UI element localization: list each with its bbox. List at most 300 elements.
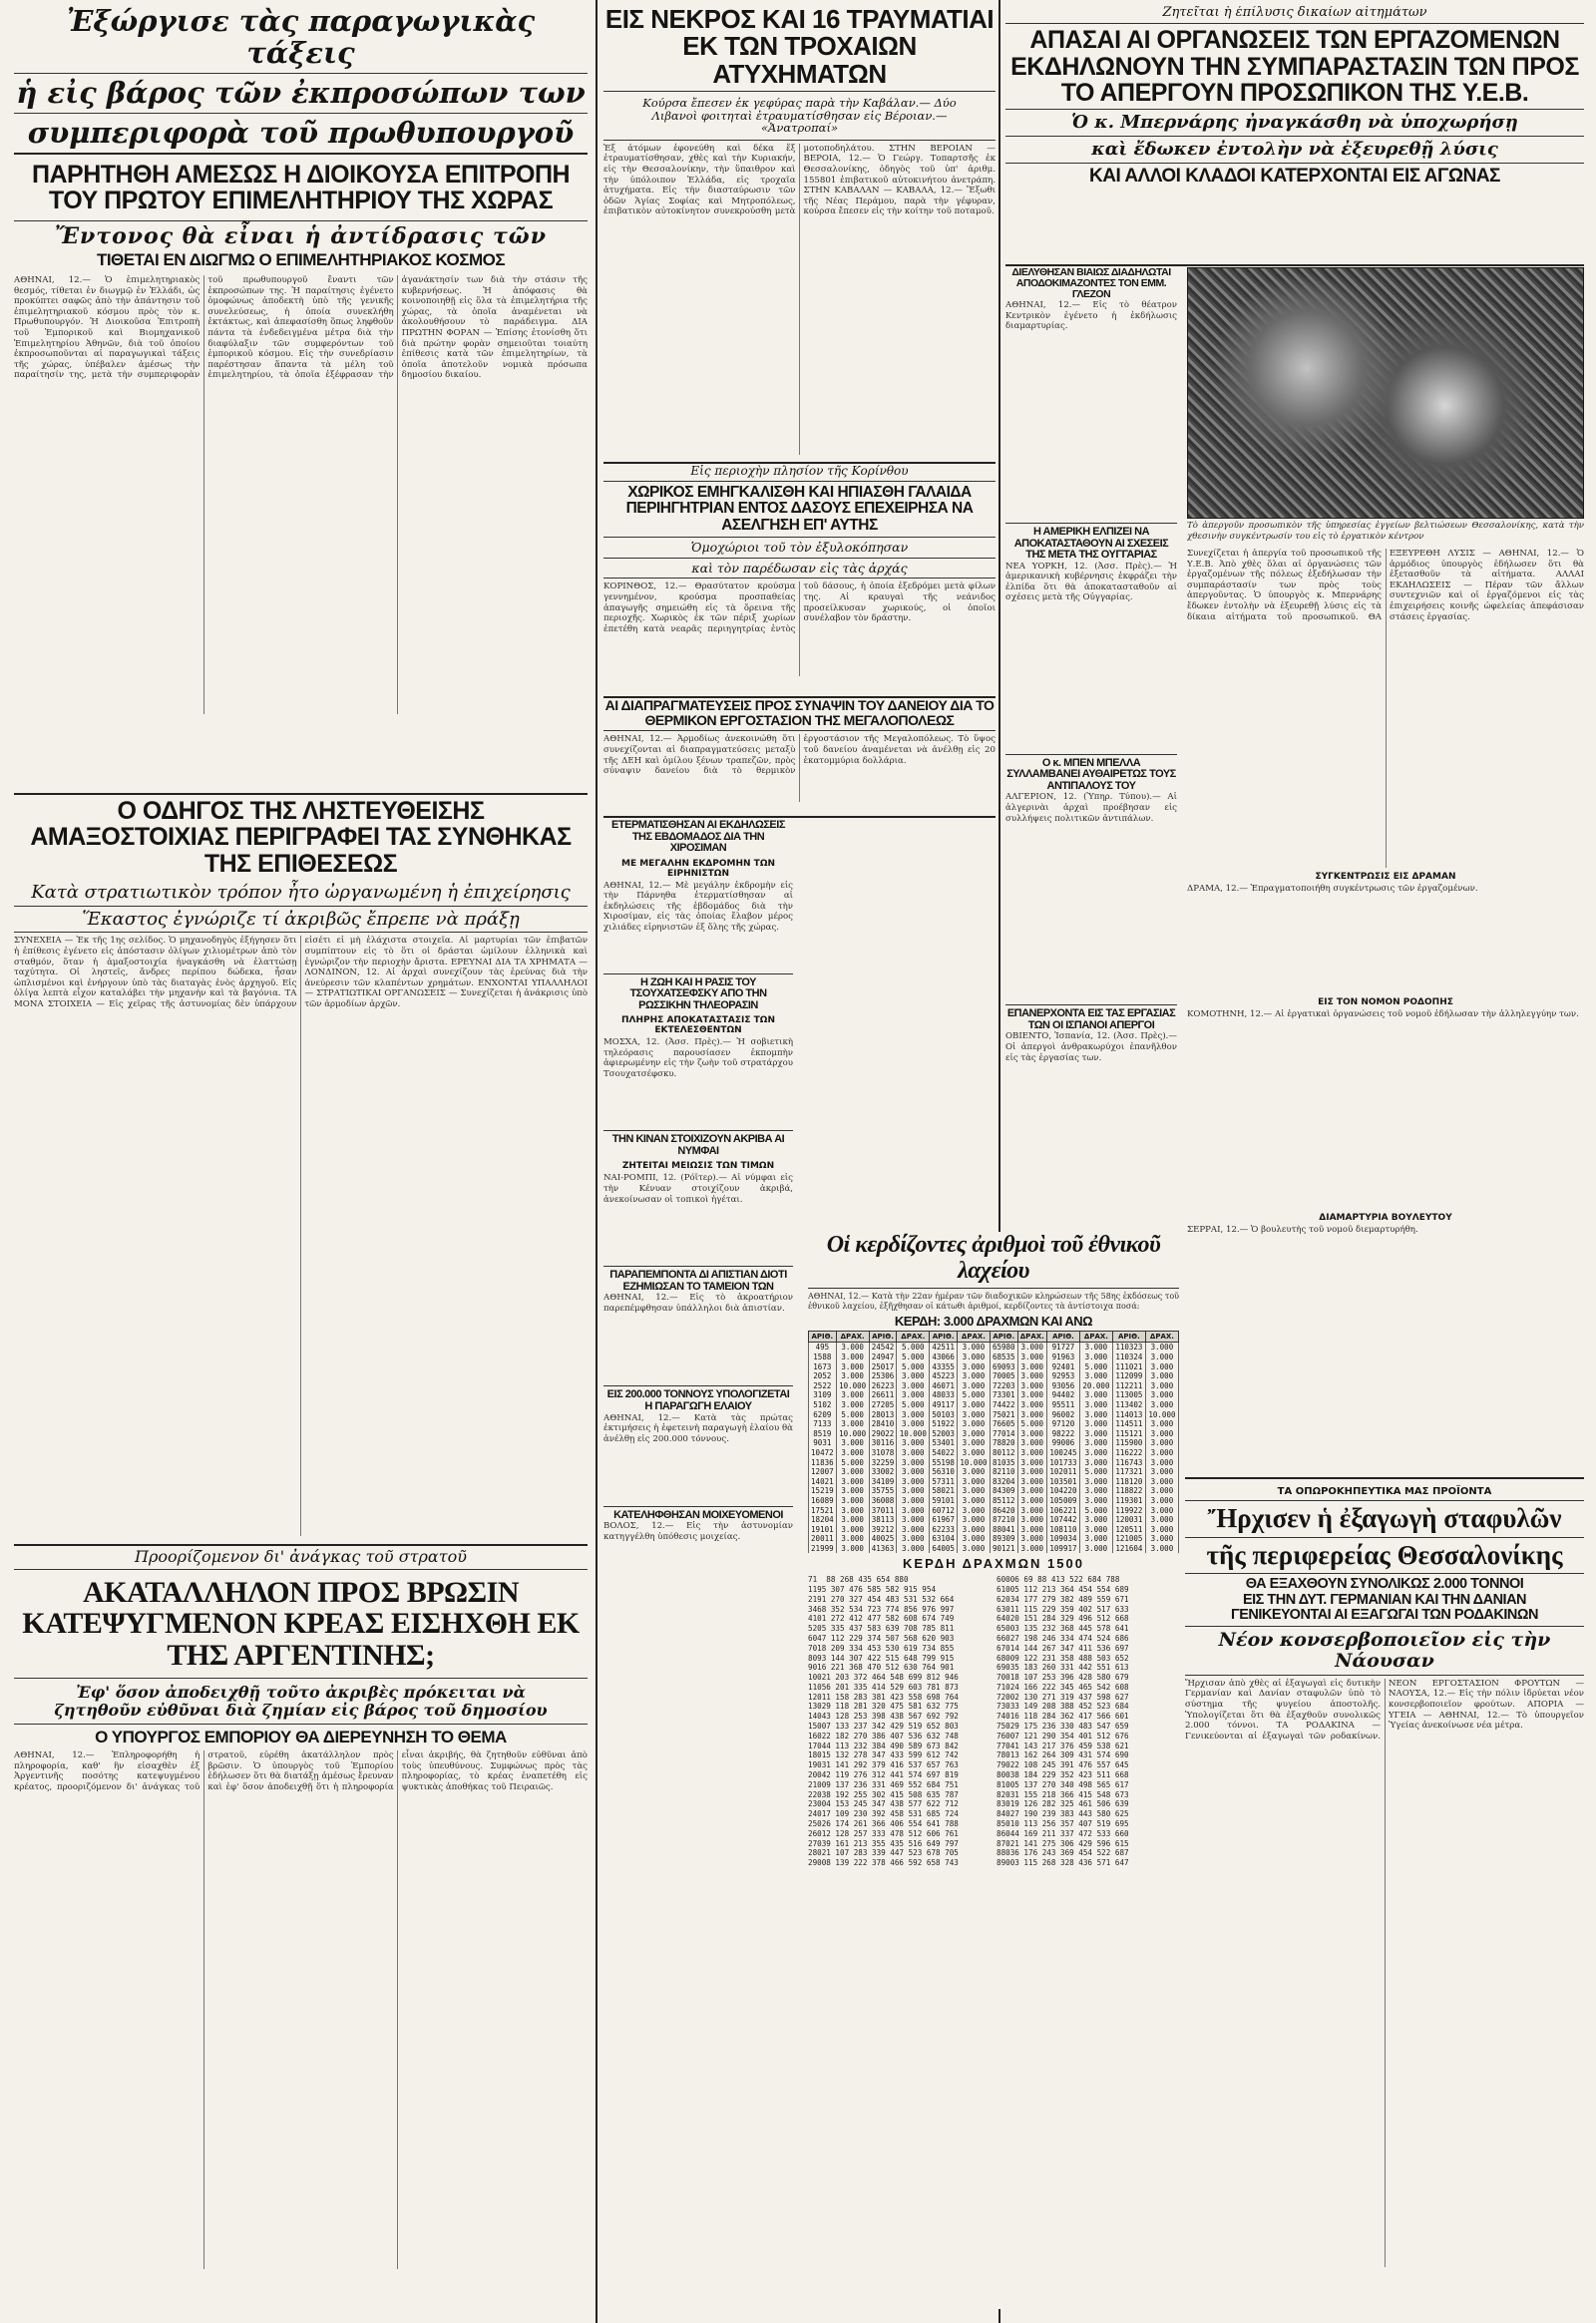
lottery-amount: 3.000	[957, 1429, 990, 1439]
lottery-amount: 3.000	[1079, 1544, 1112, 1554]
lottery-amount: 3.000	[897, 1419, 930, 1429]
lottery-amount: 3.000	[897, 1371, 930, 1381]
lottery-amount: 3.000	[1017, 1362, 1046, 1372]
lottery-amount: 3.000	[1017, 1486, 1046, 1496]
lottery-header-amount: ΔΡΑΧ.	[897, 1332, 930, 1343]
lottery-amount: 3.000	[957, 1371, 990, 1381]
lottery-amount: 5.000	[836, 1458, 869, 1468]
deck-1: ΘΑ ΕΞΑΧΘΟΥΝ ΣΥΝΟΛΙΚΩΣ 2.000 ΤΟΝΝΟΙ	[1245, 1576, 1524, 1593]
lottery-number: 91727	[1046, 1343, 1079, 1353]
column-divider	[596, 0, 598, 2323]
lottery-number: 68535	[990, 1353, 1017, 1362]
lottery-number: 2522	[809, 1381, 837, 1391]
headline: ΑΙ ΔΙΑΠΡΑΓΜΑΤΕΥΣΕΙΣ ΠΡΟΣ ΣΥΝΑΨΙΝ ΤΟΥ ΔΑΝΕΙΟΥ ΔΙΑ ΤΟ ΘΕΡΜΙΚΟΝ ΕΡΓΟΣΤΑΣΙΟΝ ΤΗΣ ΜΕΓΑΛΟΠΟΛΕΩΣ	[604, 698, 995, 728]
lottery-number: 106221	[1046, 1506, 1079, 1516]
lottery-number: 96002	[1046, 1410, 1079, 1420]
lottery-amount: 3.000	[836, 1525, 869, 1535]
tv-headline: Η ΖΩΗ ΚΑΙ Η ΡΑΣΙΣ ΤΟΥ ΤΣΟΥΧΑΤΣΕΦΣΚΥ ΑΠΟ ΤΗΝ ΡΩΣΣΙΚΗΝ ΤΗΛΕΟΡΑΣΙΝ	[629, 975, 767, 1011]
lottery-number: 31078	[869, 1448, 897, 1458]
lottery-number: 119301	[1112, 1496, 1145, 1506]
headline: ΕΙΣ ΝΕΚΡΟΣ ΚΑΙ 16 ΤΡΑΥΜΑΤΙΑΙ ΕΚ ΤΩΝ ΤΡΟΧΑΙΩΝ ΑΤΥΧΗΜΑΤΩΝ	[604, 6, 995, 89]
lottery-number: 54022	[930, 1448, 958, 1458]
lottery-amount: 3.000	[897, 1381, 930, 1391]
adultery-body: ΒΟΛΟΣ, 12.— Εἰς τὴν ἀστυνομίαν κατηγγέλθη ὑπόθεσις μοιχείας.	[603, 1521, 793, 1542]
lottery-amount: 3.000	[897, 1467, 930, 1477]
headline-sub: Ἔντονος θὰ εἶναι ἡ ἀντίδρασις τῶν	[54, 223, 548, 250]
lottery-amount: 3.000	[1145, 1419, 1178, 1429]
lottery-amount: 3.000	[897, 1477, 930, 1487]
lottery-header-number: ΑΡΙΘ.	[990, 1332, 1017, 1343]
lottery-amount: 3.000	[1079, 1486, 1112, 1496]
lottery-number: 55198	[930, 1458, 958, 1468]
lottery-amount: 3.000	[957, 1410, 990, 1420]
article-traffic-accidents	[603, 6, 996, 455]
lottery-amount: 5.000	[1079, 1506, 1112, 1516]
lottery-number: 87210	[990, 1515, 1017, 1525]
headline-line-2: ἡ εἰς βάρος τῶν ἐκπροσώπων των	[16, 75, 586, 110]
lottery-number: 42511	[930, 1343, 958, 1353]
lottery-number: 72203	[990, 1381, 1017, 1391]
lottery-number: 28410	[869, 1419, 897, 1429]
lottery-number: 12007	[809, 1467, 837, 1477]
column-2-sidebar	[603, 820, 793, 2311]
lottery-amount: 3.000	[836, 1371, 869, 1381]
lottery-number: 75021	[990, 1410, 1017, 1420]
headline-line-1: Ἤρχισεν ἡ ἐξαγωγὴ σταφυλῶν	[1207, 1503, 1562, 1533]
lottery-number: 11836	[809, 1458, 837, 1468]
brides-headline: ΤΗΝ ΚΙΝΑΝ ΣΤΟΙΧΙΖΟΥΝ ΑΚΡΙΒΑ ΑΙ ΝΥΜΦΑΙ	[611, 1133, 785, 1157]
lottery-number: 39212	[869, 1525, 897, 1535]
lottery-number: 97120	[1046, 1419, 1079, 1429]
lottery-number: 25017	[869, 1362, 897, 1372]
subheadline-2: Ἕκαστος ἐγνώριζε τί ἀκριβῶς ἔπρεπε νὰ πράξῃ	[82, 908, 520, 930]
lottery-amount: 3.000	[836, 1438, 869, 1448]
photo-caption	[1187, 521, 1584, 546]
lottery-amount: 10.000	[1145, 1410, 1178, 1420]
lottery-number: 25306	[869, 1371, 897, 1381]
headline-deck: ΠΑΡΗΤΗΘΗ ΑΜΕΣΩΣ Η ΔΙΟΙΚΟΥΣΑ ΕΠΙΤΡΟΠΗ ΤΟΥ ΠΡΩΤΟΥ ΕΠΙΜΕΛΗΤΗΡΙΟΥ ΤΗΣ ΧΩΡΑΣ	[31, 160, 571, 214]
lottery-number: 53401	[930, 1438, 958, 1448]
subheadline: Ἐφ' ὅσον ἀποδειχθῇ τοῦτο ἀκριβὲς πρόκειται νὰ ζητηθοῦν εὐθῦναι διὰ ζημίαν εἰς βάρος τοῦ δημοσίου	[54, 1683, 548, 1720]
lottery-number: 102011	[1046, 1467, 1079, 1477]
lottery-amount: 3.000	[1017, 1371, 1046, 1381]
lottery-amount: 3.000	[957, 1419, 990, 1429]
article-prime-minister	[14, 6, 588, 794]
lottery-number: 41363	[869, 1544, 897, 1554]
lottery-number: 65980	[990, 1343, 1017, 1353]
lottery-amount: 3.000	[1017, 1496, 1046, 1506]
lottery-number: 112099	[1112, 1371, 1145, 1381]
lottery-amount: 3.000	[1079, 1353, 1112, 1362]
lottery-number: 24542	[869, 1343, 897, 1353]
headline-sub-2: ΤΙΘΕΤΑΙ ΕΝ ΔΙΩΓΜΩ Ο ΕΠΙΜΕΛΗΤΗΡΙΑΚΟΣ ΚΟΣΜΟΣ	[96, 250, 506, 270]
lottery-number: 109034	[1046, 1534, 1079, 1544]
lottery-amount: 3.000	[957, 1544, 990, 1554]
tv-body: ΜΟΣΧΑ, 12. (Ἀσσ. Πρὲς).— Ἡ σοβιετικὴ τηλεόρασις παρουσίασεν ἐκπομπὴν ἀφιερωμένην εἰς τὴν ζωὴν τοῦ στρατάρχου Τσουχατσέφσκυ.	[603, 1037, 793, 1080]
lottery-number: 118120	[1112, 1477, 1145, 1487]
lottery-number: 112211	[1112, 1381, 1145, 1391]
lottery-number: 108110	[1046, 1525, 1079, 1535]
america-headline: Η ΑΜΕΡΙΚΗ ΕΛΠΙΖΕΙ ΝΑ ΑΠΟΚΑΤΑΣΤΑΘΟΥΝ ΑΙ ΣΧΕΣΕΙΣ ΤΗΣ ΜΕΤΑ ΤΗΣ ΟΥΓΓΑΡΙΑΣ	[1013, 526, 1169, 562]
deck: ΚΑΙ ΑΛΛΟΙ ΚΛΑΔΟΙ ΚΑΤΕΡΧΟΝΤΑΙ ΕΙΣ ΑΓΩΝΑΣ	[1089, 165, 1500, 187]
article-body: ΚΟΡΙΝΘΟΣ, 12.— Θρασύτατον κρούσμα γεννημένον, κρούσμα προσπαθείας ἀπαγωγῆς σημειώθη εἰς τὰ ὄρεινα τῆς περιοχῆς. Χωρικὸς ἐκ τῶν πέριξ χωρίων ἐπετέθη κατὰ νεαρᾶς περιηγητρίας ἐντὸς τοῦ δάσους, ἡ ὁποία ἐξεδρόμει μετὰ φίλων της. Αἱ κραυγαὶ τῆς νεάνιδος προσείλκυσαν χωρικούς, οἱ ὁποῖοι συνέλαβον τὸν δράστην.	[603, 581, 996, 634]
lottery-number: 121005	[1112, 1534, 1145, 1544]
brides-sub: ΖΗΤΕΙΤΑΙ ΜΕΙΩΣΙΣ ΤΩΝ ΤΙΜΩΝ	[621, 1161, 775, 1172]
lottery-amount: 3.000	[1017, 1515, 1046, 1525]
lottery-number: 104220	[1046, 1486, 1079, 1496]
lottery-amount: 3.000	[1079, 1448, 1112, 1458]
lottery-number: 6209	[809, 1410, 837, 1420]
headline: Ο ΟΔΗΓΟΣ ΤΗΣ ΛΗΣΤΕΥΘΕΙΣΗΣ ΑΜΑΞΟΣΤΟΙΧΙΑΣ ΠΕΡΙΓΡΑΦΕΙ ΤΑΣ ΣΥΝΘΗΚΑΣ ΤΗΣ ΕΠΙΘΕΣΕΩΣ	[30, 798, 572, 878]
lottery-amount: 3.000	[1017, 1381, 1046, 1391]
lottery-number: 37011	[869, 1506, 897, 1516]
lottery-amount: 3.000	[836, 1506, 869, 1516]
column-3-left	[1005, 267, 1177, 1469]
lottery-amount: 3.000	[897, 1438, 930, 1448]
lottery-amount: 3.000	[957, 1381, 990, 1391]
lottery-amount: 3.000	[836, 1486, 869, 1496]
article-train-robbery	[14, 798, 588, 1536]
side-body-2: ΚΟΜΟΤΗΝΗ, 12.— Αἱ ἐργατικαὶ ὀργανώσεις τοῦ νομοῦ ἐδήλωσαν τὴν ἀλληλεγγύην των.	[1187, 1009, 1579, 1019]
lottery-amount: 3.000	[897, 1390, 930, 1400]
lottery-number: 85112	[990, 1496, 1017, 1506]
lottery-header-number: ΑΡΙΘ.	[930, 1332, 958, 1343]
lottery-amount: 3.000	[1079, 1343, 1112, 1353]
ben-bella-headline: Ο κ. ΜΠΕΝ ΜΠΕΛΛΑ ΣΥΛΛΑΜΒΑΝΕΙ ΑΥΘΑΙΡΕΤΩΣ ΤΟΥΣ ΑΝΤΙΠΑΛΟΥΣ ΤΟΥ	[1006, 756, 1176, 792]
lottery-number: 103501	[1046, 1477, 1079, 1487]
lottery-number: 60712	[930, 1506, 958, 1516]
lottery-title: Οἱ κερδίζοντες ἀριθμοὶ τοῦ ἐθνικοῦ λαχείου	[826, 1232, 1161, 1285]
lottery-amount: 3.000	[836, 1515, 869, 1525]
lottery-amount: 3.000	[897, 1525, 930, 1535]
article-body: Ἐξ ἀτόμων ἐφονεύθη καὶ δέκα ἕξ ἐτραυματίσθησαν, χθὲς καὶ τὴν Κυριακήν, εἰς τὴν Θεσσαλονίκην, τὴν ὕπαιθρον καὶ τὴν ὑπόλοιπον Ἑλλάδα, εἰς τροχαῖα ἀτυχήματα. Εἰς τὴν διασταύρωσιν τῶν ὁδῶν Ἁγίας Σοφίας καὶ Μητροπόλεως, ἐπιβατικὸν αὐτοκίνητον συνεκρούσθη μετὰ μοτοποδηλάτου. ΣΤΗΝ ΒΕΡΟΙΑΝ — ΒΕΡΟΙΑ, 12.— Ὁ Γεώργ. Τοπαρτσῆς ἐκ Θεσσαλονίκης, ὁδηγὸς τοῦ ὑπ' ἀριθμ. 155801 ἐπιβατικοῦ αὐτοκινήτου ἀνετράπη. ΣΤΗΝ ΚΑΒΑΛΑΝ — ΚΑΒΑΛΑ, 12.— Ἔξωθι τῆς Νέας Περάμου, παρὰ τὴν γέφυραν, κούρσα ἔπεσεν εἰς τὴν κοίτην τοῦ ποταμοῦ.	[603, 143, 996, 217]
lottery-number: 38113	[869, 1515, 897, 1525]
article-strike	[1005, 6, 1584, 260]
lottery-number: 120511	[1112, 1525, 1145, 1535]
lottery-amount: 3.000	[1017, 1438, 1046, 1448]
lottery-amount: 3.000	[1145, 1506, 1178, 1516]
lottery-amount: 3.000	[897, 1515, 930, 1525]
lottery-amount: 5.000	[897, 1353, 930, 1362]
lottery-number: 28013	[869, 1410, 897, 1420]
lottery-amount: 3.000	[1017, 1544, 1046, 1554]
article-megalopolis-loan	[603, 698, 996, 810]
lottery-amount: 3.000	[1145, 1448, 1178, 1458]
lottery-amount: 3.000	[1017, 1477, 1046, 1487]
lottery-amount: 3.000	[1145, 1362, 1178, 1372]
lottery-amount: 5.000	[957, 1390, 990, 1400]
lottery-amount: 3.000	[957, 1506, 990, 1516]
lottery-number: 3109	[809, 1390, 837, 1400]
lottery-amount: 5.000	[836, 1410, 869, 1420]
lottery-amount: 3.000	[836, 1477, 869, 1487]
lottery-amount: 3.000	[836, 1544, 869, 1554]
lottery-number: 121604	[1112, 1544, 1145, 1554]
headline-line-1: Ἐξώργισε τὰς παραγωγικὰς τάξεις	[66, 6, 536, 70]
lottery-amount: 3.000	[1079, 1419, 1112, 1429]
lottery-amount: 3.000	[957, 1496, 990, 1506]
lottery-amount: 5.000	[897, 1343, 930, 1353]
lottery-amount: 3.000	[1145, 1515, 1178, 1525]
lottery-amount: 3.000	[1017, 1448, 1046, 1458]
lottery-number: 14021	[809, 1477, 837, 1487]
lottery-number: 118822	[1112, 1486, 1145, 1496]
lottery-number: 57311	[930, 1477, 958, 1487]
lottery-amount: 3.000	[836, 1496, 869, 1506]
lottery-amount: 3.000	[1017, 1534, 1046, 1544]
kicker: Εἰς περιοχὴν πλησίον τῆς Κορίνθου	[690, 465, 909, 478]
lottery-amount: 3.000	[836, 1353, 869, 1362]
lottery-number: 101733	[1046, 1458, 1079, 1468]
lottery-amount: 5.000	[1079, 1467, 1112, 1477]
lottery-amount: 3.000	[1079, 1458, 1112, 1468]
hiroshima-headline: ΕΤΕΡΜΑΤΙΣΘΗΣΑΝ ΑΙ ΕΚΔΗΛΩΣΕΙΣ ΤΗΣ ΕΒΔΟΜΑΔΟΣ ΔΙΑ ΤΗΝ ΧΙΡΟΣΙΜΑΝ	[611, 820, 785, 855]
lottery-number: 61967	[930, 1515, 958, 1525]
lottery-amount: 3.000	[957, 1515, 990, 1525]
deck-3: ΓΕΝΙΚΕΥΟΝΤΑΙ ΑΙ ΕΞΑΓΩΓΑΙ ΤΩΝ ΡΟΔΑΚΙΝΩΝ	[1231, 1606, 1538, 1623]
lottery-amount: 3.000	[1145, 1400, 1178, 1410]
lottery-number: 43355	[930, 1362, 958, 1372]
lottery-amount: 3.000	[1145, 1496, 1178, 1506]
lottery-amount: 3.000	[1145, 1371, 1178, 1381]
brides-body: ΝΑΙ-ΡΟΜΠΙ, 12. (Ρόϊτερ).— Αἱ νύμφαι εἰς τὴν Κένυαν στοιχίζουν ἀκριβά, ἀνεκοίνωσαν οἱ τοπικοὶ ἡγέται.	[603, 1173, 793, 1205]
lottery-number: 80112	[990, 1448, 1017, 1458]
ben-bella-body: ΑΛΓΕΡΙΟΝ, 12. (Ὑπηρ. Τύπου).— Αἱ ἀλγερινὰι ἀρχαὶ προέβησαν εἰς συλλήψεις πολιτικῶν ἀντιπάλων.	[1005, 792, 1177, 824]
headline: ΧΩΡΙΚΟΣ ΕΜΗΓΚΑΛΙΣΘΗ ΚΑΙ ΗΠΙΑΣΘΗ ΓΑΛΑΙΔΑ ΠΕΡΙΗΓΗΤΡΙΑΝ ΕΝΤΟΣ ΔΑΣΟΥΣ ΕΠΕΧΕΙΡΗΣΑ ΝΑ ΑΣΕΛΓΗΣΗ ΕΠ' ΑΥΤΗΣ	[625, 484, 974, 534]
lottery-number: 46071	[930, 1381, 958, 1391]
lottery-number: 20011	[809, 1534, 837, 1544]
lottery-number: 35755	[869, 1486, 897, 1496]
deck-2: ΕΙΣ ΤΗΝ ΔΥΤ. ΓΕΡΜΑΝΙΑΝ ΚΑΙ ΤΗΝ ΔΑΝΙΑΝ	[1242, 1591, 1527, 1608]
lottery-amount: 3.000	[1079, 1496, 1112, 1506]
lottery-number: 52003	[930, 1429, 958, 1439]
article-body: Ἤρχισαν ἀπὸ χθὲς αἱ ἐξαγωγαὶ εἰς δυτικὴν Γερμανίαν καὶ Δανίαν σταφυλῶν ὑπὸ τὸ σύστημα τῆς ψυγείου ἀποστολῆς. Ὑπολογίζεται ὅτι θὰ ἐξαχθοῦν συνολικῶς 2.000 τόννοι. ΤΑ ΡΟΔΑΚΙΝΑ — Γενικεύονται αἱ ἐξαγωγαὶ τῶν ροδακίνων. ΝΕΟΝ ΕΡΓΟΣΤΑΣΙΟΝ ΦΡΟΥΤΩΝ — ΝΑΟΥΣΑ, 12.— Εἰς τὴν πόλιν ἱδρύεται νέον κονσερβοποιεῖον φρούτων. ΑΠΟΡΙΑ — ΥΓΕΙΑ — ΑΘΗΝΑΙ, 12.— Τὸ ὑπουργεῖον Ὑγείας ἀνεκοίνωσε νέα μέτρα.	[1185, 1678, 1584, 1742]
lottery-amount: 3.000	[957, 1448, 990, 1458]
lottery-number: 83204	[990, 1477, 1017, 1487]
lottery-band-1: ΚΕΡΔΗ: 3.000 ΔΡΑΧΜΩΝ ΚΑΙ ΑΝΩ	[894, 1313, 1093, 1329]
lottery-number: 81035	[990, 1458, 1017, 1468]
lottery-number: 114511	[1112, 1419, 1145, 1429]
lottery-amount: 3.000	[1017, 1429, 1046, 1439]
lottery-amount: 3.000	[1079, 1371, 1112, 1381]
lottery-number: 100245	[1046, 1448, 1079, 1458]
lottery-band-2: ΚΕΡΔΗ ΔΡΑΧΜΩΝ 1500	[903, 1556, 1084, 1572]
headline-line-3: συμπεριφορὰ τοῦ πρωθυπουργοῦ	[27, 115, 575, 150]
lottery-amount: 3.000	[957, 1486, 990, 1496]
side-head-2: ΕΙΣ ΤΟΝ ΝΟΜΟΝ ΡΟΔΟΠΗΣ	[1318, 997, 1453, 1007]
lottery-number: 33002	[869, 1467, 897, 1477]
lottery-amount: 3.000	[957, 1477, 990, 1487]
lottery-header-number: ΑΡΙΘ.	[809, 1332, 837, 1343]
side-head-3: ΔΙΑΜΑΡΤΥΡΙΑ ΒΟΥΛΕΥΤΟΥ	[1319, 1213, 1452, 1223]
lottery-amount: 3.000	[1079, 1429, 1112, 1439]
article-argentina-meat	[14, 1548, 588, 2316]
lottery-number: 48033	[930, 1390, 958, 1400]
deck: Ο ΥΠΟΥΡΓΟΣ ΕΜΠΟΡΙΟΥ ΘΑ ΔΙΕΡΕΥΝΗΣΗ ΤΟ ΘΕΜΑ	[95, 1728, 507, 1747]
lottery-amount: 3.000	[957, 1534, 990, 1544]
lottery-number: 49117	[930, 1400, 958, 1410]
lottery-number: 86420	[990, 1506, 1017, 1516]
lottery-amount: 3.000	[1017, 1353, 1046, 1362]
lottery-amount: 5.000	[1079, 1362, 1112, 1372]
lottery-header-number: ΑΡΙΘ.	[1112, 1332, 1145, 1343]
lottery-number: 495	[809, 1343, 837, 1353]
lottery-number: 45223	[930, 1371, 958, 1381]
lottery-number: 116222	[1112, 1448, 1145, 1458]
lottery-amount: 3.000	[957, 1467, 990, 1477]
lottery-number: 16089	[809, 1496, 837, 1506]
lottery-amount: 3.000	[1079, 1515, 1112, 1525]
lottery-number: 21999	[809, 1544, 837, 1554]
lottery-header-amount: ΔΡΑΧ.	[1017, 1332, 1046, 1343]
column-1	[14, 0, 588, 2323]
lottery-amount: 20.000	[1079, 1381, 1112, 1391]
lottery-number: 34109	[869, 1477, 897, 1487]
lottery-number: 119922	[1112, 1506, 1145, 1516]
olive-oil-body: ΑΘΗΝΑΙ, 12.— Κατὰ τὰς πρώτας ἐκτιμήσεις ἡ ἐφετεινὴ παραγωγὴ ἐλαίου θὰ ἀνέλθῃ εἰς 200.000 τόννους.	[603, 1412, 793, 1444]
lottery-number: 59101	[930, 1496, 958, 1506]
lottery-number: 94402	[1046, 1390, 1079, 1400]
article-body: ΑΘΗΝΑΙ, 12.— Ἐπληροφορήθη ἡ πληροφορία, καθ' ἣν εἰσαχθὲν ἐξ Ἀργεντινῆς ποσότης κατεψυγμένου κρέατος, προοριζόμενον δι' ἀνάγκας τοῦ στρατοῦ, εὑρέθη ἀκατάλληλον πρὸς βρῶσιν. Ὁ ὑπουργὸς τοῦ Ἐμπορίου ἐδήλωσεν ὅτι θὰ διατάξῃ ἀμέσως ἔρευναν καὶ ἐφ' ὅσον ἀποδειχθῇ ὅτι ἡ πληροφορία εἶναι ἀκριβής, θὰ ζητηθοῦν εὐθῦναι ἀπὸ τοὺς ὑπευθύνους. Συμφώνως πρὸς τὰς πληροφορίας, τὸ κρέας ἐναπετέθη εἰς ψυκτικὰς ἀποθήκας τοῦ Πειραιῶς.	[14, 1750, 588, 1792]
lottery-intro: ΑΘΗΝΑΙ, 12.— Κατὰ τὴν 22αν ἡμέραν τῶν διαδοχικῶν κληρώσεων τῆς 58ης ἐκδόσεως τοῦ ἐθνικοῦ λαχείου, ἐξῆχθησαν οἱ κάτωθι ἀριθμοί, κερδίζοντες τὰ ἀντίστοιχα ποσά:	[808, 1291, 1179, 1311]
lottery-amount: 3.000	[1079, 1525, 1112, 1535]
tv-sub: ΠΛΗΡΗΣ ΑΠΟΚΑΤΑΣΤΑΣΙΣ ΤΩΝ ΕΚΤΕΛΕΣΘΕΝΤΩΝ	[621, 1015, 775, 1036]
lottery-amount: 3.000	[897, 1544, 930, 1554]
lottery-amount: 3.000	[1145, 1544, 1178, 1554]
lottery-number: 120031	[1112, 1515, 1145, 1525]
headline-line-2: τῆς περιφερείας Θεσσαλονίκης	[1206, 1539, 1563, 1570]
lottery-number: 77014	[990, 1429, 1017, 1439]
lottery-number: 114013	[1112, 1410, 1145, 1420]
lottery-number: 26611	[869, 1390, 897, 1400]
lottery-number: 29022	[869, 1429, 897, 1439]
lottery-amount: 3.000	[1017, 1525, 1046, 1535]
lottery-number: 7133	[809, 1419, 837, 1429]
lottery-amount: 3.000	[897, 1496, 930, 1506]
lottery-amount: 3.000	[1017, 1343, 1046, 1353]
column-3-right	[1187, 549, 1584, 1466]
lottery-amount: 3.000	[1017, 1467, 1046, 1477]
lottery-amount: 3.000	[1145, 1390, 1178, 1400]
lottery-number: 115121	[1112, 1429, 1145, 1439]
lottery-number: 8519	[809, 1429, 837, 1439]
lottery-amount: 3.000	[1145, 1477, 1178, 1487]
lottery-number: 15219	[809, 1486, 837, 1496]
lottery-number: 110323	[1112, 1343, 1145, 1353]
lottery-number: 109917	[1046, 1544, 1079, 1554]
photo-caption-text: Τὸ ἀπεργοῦν προσωπικὸν τῆς ὑπηρεσίας ἐγγείων βελτιώσεων Θεσσαλονίκης, κατὰ τὴν χθεσινὴν συγκέντρωσίν του εἰς τὸ ἐργατικὸν κέντρον	[1187, 521, 1584, 542]
lottery-number: 51922	[930, 1419, 958, 1429]
lottery-amount: 3.000	[1145, 1343, 1178, 1353]
lottery-number: 88041	[990, 1525, 1017, 1535]
lottery-amount: 3.000	[1079, 1390, 1112, 1400]
lottery-amount: 3.000	[1017, 1410, 1046, 1420]
subheadline-2: καὶ ἔδωκεν ἐντολὴν νὰ ἐξευρεθῇ λύσις	[1091, 138, 1498, 160]
lottery-number: 116743	[1112, 1458, 1145, 1468]
strike-photo	[1187, 267, 1584, 519]
lottery-amount: 3.000	[836, 1362, 869, 1372]
lottery-amount: 3.000	[897, 1410, 930, 1420]
lottery-amount: 3.000	[957, 1400, 990, 1410]
lottery-number: 18204	[809, 1515, 837, 1525]
lottery-number: 1588	[809, 1353, 837, 1362]
lottery-number: 5102	[809, 1400, 837, 1410]
demonstrators-headline: ΔΙΕΛΥΘΗΣΑΝ ΒΙΑΙΩΣ ΔΙΑΔΗΛΩΤΑΙ ΑΠΟΔΟΚΙΜΑΖΟΝΤΕΣ ΤΟΝ ΕΜΜ. ΓΛΕΖΟΝ	[1011, 267, 1171, 301]
lottery-number: 62233	[930, 1525, 958, 1535]
lottery-number: 9031	[809, 1438, 837, 1448]
lottery-number: 91963	[1046, 1353, 1079, 1362]
subheadline: Κούρσα ἔπεσεν ἐκ γεφύρας παρὰ τὴν Καβάλαν.— Δύο Λιβανοὶ φοιτηταὶ ἐτραυματίσθησαν εἰς Βέροιαν.— «Ἀνατροπαί»	[642, 95, 957, 136]
lottery-amount: 5.000	[897, 1362, 930, 1372]
lottery-amount: 3.000	[1145, 1525, 1178, 1535]
lottery-number: 58021	[930, 1486, 958, 1496]
lottery-header-number: ΑΡΙΘ.	[1046, 1332, 1079, 1343]
lottery-amount: 3.000	[897, 1534, 930, 1544]
hiroshima-sub: ΜΕ ΜΕΓΑΛΗΝ ΕΚΔΡΟΜΗΝ ΤΩΝ ΕΙΡΗΝΙΣΤΩΝ	[620, 858, 775, 879]
lottery-number: 110324	[1112, 1353, 1145, 1362]
lottery-amount: 3.000	[957, 1438, 990, 1448]
article-body: ΣΥΝΕΧΕΙΑ — Ἐκ τῆς 1ης σελίδος. Ὁ μηχανοδηγὸς ἐξήγησεν ὅτι ἡ ἐπίθεσις ἐγένετο εἰς ἀπόστασιν ὀλίγων χιλιομέτρων ἀπὸ τὸν σταθμόν, ὅταν ἡ ἀμαξοστοιχία ἠναγκάσθη νὰ ἐλαττώσῃ ταχύτητα. Οἱ ληστεῖς, ἄνδρες περίπου δώδεκα, ἦσαν ὡπλισμένοι καὶ ἐνήργουν ὑπὸ τὰς διαταγὰς ἑνὸς ἀρχηγοῦ. Εἰς ὀλίγα λεπτὰ εἶχον καταλάβει τὴν μηχανὴν καὶ τὰ βαγόνια. ΤΑ ΜΟΝΑ ΣΤΟΙΧΕΙΑ — Εἰς χεῖρας τῆς ἀστυνομίας δὲν ὑπάρχουν εἰσέτι εἰ μὴ ἐλάχιστα στοιχεῖα. Αἱ μαρτυρίαι τῶν ἐπιβατῶν συμπίπτουν εἰς τὸ ὅτι οἱ δράσται ὡμίλουν ἑλληνικὰ καὶ ἐγνώριζον τὴν περιοχὴν ἄριστα. ΕΡΕΥΝΑΙ ΔΙΑ ΤΑ ΧΡΗΜΑΤΑ — ΛΟΝΔΙΝΟΝ, 12. Αἱ ἀρχαὶ συνεχίζουν τὰς ἐρεύνας διὰ τὴν ἀνεύρεσιν τῶν κλαπέντων χρημάτων. ΕΝΧΟΝΤΑΙ ΥΠΑΛΛΗΛΟΙ — ΣΤΡΑΤΙΩΤΙΚΑΙ ΟΡΓΑΝΩΣΕΙΣ — Συνεχίζεται ἡ ἀνάκρισις ὑπὸ τῶν ἁρμοδίων ἀρχῶν.	[14, 936, 588, 1009]
lottery-number: 70005	[990, 1371, 1017, 1381]
lottery-amount: 3.000	[1145, 1534, 1178, 1544]
lottery-amount: 5.000	[1017, 1419, 1046, 1429]
lottery-number: 73301	[990, 1390, 1017, 1400]
lottery-amount: 3.000	[897, 1458, 930, 1468]
lottery-amount: 3.000	[957, 1343, 990, 1353]
olive-oil-headline: ΕΙΣ 200.000 ΤΟΝΝΟΥΣ ΥΠΟΛΟΓΙΖΕΤΑΙ Η ΠΑΡΑΓΩΓΗ ΕΛΑΙΟΥ	[606, 1388, 790, 1413]
lottery-number: 84309	[990, 1486, 1017, 1496]
article-body: ΑΘΗΝΑΙ, 12.— Ἀρμοδίως ἀνεκοινώθη ὅτι συνεχίζονται αἱ διαπραγματεύσεις μεταξὺ τῆς ΔΕΗ καὶ ὁμίλου ξένων τραπεζῶν, πρὸς σύναψιν δανείου διὰ τὸ θερμικὸν ἐργοστάσιον τῆς Μεγαλοπόλεως. Τὸ ὕψος τοῦ δανείου ἀναμένεται νὰ ἀνέλθῃ εἰς 20 ἑκατομμύρια δολλάρια.	[603, 734, 996, 777]
hiroshima-body: ΑΘΗΝΑΙ, 12.— Μὲ μεγάλην ἐκδρομὴν εἰς τὴν Πάρνηθα ἐτερματίσθησαν αἱ ἐκδηλώσεις τῆς ἑβδομάδος διὰ τὴν Χιροσίμαν, εἰς τὰς ὁποίας ἔλαβον μέρος χιλιάδες εἰρηνιστῶν ἐξ ὅλης τῆς χώρας.	[603, 880, 793, 934]
lottery-amount: 3.000	[1017, 1400, 1046, 1410]
lottery-number: 63104	[930, 1534, 958, 1544]
side-body-1: ΔΡΑΜΑ, 12.— Ἐπραγματοποιήθη συγκέντρωσις τῶν ἐργαζομένων.	[1187, 884, 1478, 894]
lottery-amount: 3.000	[1017, 1506, 1046, 1516]
fraud-headline: ΠΑΡΑΠΕΜΠΟΝΤΑ ΔΙ ΑΠΙΣΤΙΑΝ ΔΙΟΤΙ ΕΖΗΜΙΩΣΑΝ ΤΟ ΤΑΜΕΙΟΝ ΤΩΝ	[609, 1269, 787, 1293]
lottery-amount: 3.000	[897, 1448, 930, 1458]
lottery-amount: 10.000	[897, 1429, 930, 1439]
strike-body: Συνεχίζεται ἡ ἀπεργία τοῦ προσωπικοῦ τῆς Υ.Ε.Β. Ἀπὸ χθὲς ὅλαι αἱ ὀργανώσεις τῶν ἐργαζομένων τῆς πόλεως ἐξεδήλωσαν τὴν συμπαράστασίν των πρὸς τοὺς ἀπεργοῦντας. Ὁ ὑπουργὸς κ. Μπερνάρης ἔδωκεν ἐντολὴν νὰ ἐξευρεθῇ λύσις εἰς τὰ δίκαια αἰτήματα τοῦ προσωπικοῦ. ΘΑ ΕΞΕΥΡΕΘΗ ΛΥΣΙΣ — ΑΘΗΝΑΙ, 12.— Ὁ ἀρμόδιος ὑπουργὸς ἐδήλωσεν ὅτι θὰ ἐξετασθοῦν τὰ αἰτήματα. ΑΛΛΑΙ ΕΚΔΗΛΩΣΕΙΣ — Πέραν τῶν ἄλλων συντεχνιῶν καὶ οἱ ἐργαζόμενοι εἰς τὰς ἐπιχειρήσεις κοινῆς ὠφελείας ἀπεφάσισαν στάσεις ἐργασίας.	[1187, 549, 1584, 622]
lottery-number: 93056	[1046, 1381, 1079, 1391]
lottery-number: 92401	[1046, 1362, 1079, 1372]
lottery-number: 82110	[990, 1467, 1017, 1477]
lottery-number: 76605	[990, 1419, 1017, 1429]
lottery-amount: 10.000	[836, 1429, 869, 1439]
america-body: ΝΕΑ ΥΟΡΚΗ, 12. (Ἀσσ. Πρὲς).— Ἡ ἀμερικανικὴ κυβέρνησις ἐκφράζει τὴν ἐλπίδα ὅτι θὰ ἀποκατασταθοῦν αἱ σχέσεις μετὰ τῆς Οὐγγαρίας.	[1005, 561, 1177, 603]
lottery-amount: 10.000	[836, 1381, 869, 1391]
column-3	[1005, 0, 1584, 2323]
kicker: ΤΑ ΟΠΩΡΟΚΗΠΕΥΤΙΚΑ ΜΑΣ ΠΡΟΪΟΝΤΑ	[1277, 1486, 1492, 1497]
subheadline-1: Κατὰ στρατιωτικὸν τρόπον ἦτο ὠργανωμένη ἡ ἐπιχείρησις	[31, 881, 571, 903]
lottery-number: 64005	[930, 1544, 958, 1554]
lottery-amount: 3.000	[836, 1390, 869, 1400]
lottery-number: 69093	[990, 1362, 1017, 1372]
lottery-number: 26223	[869, 1381, 897, 1391]
kicker: Προορίζομενον δι' ἀνάγκας τοῦ στρατοῦ	[135, 1548, 467, 1566]
lottery-amount: 3.000	[1017, 1458, 1046, 1468]
demonstrators-body: ΑΘΗΝΑΙ, 12.— Εἰς τὸ θέατρον Κεντρικὸν ἐγένετο ἡ ἐκδήλωσις διαμαρτυρίας.	[1005, 300, 1177, 332]
lottery-number: 32259	[869, 1458, 897, 1468]
lottery-number: 50103	[930, 1410, 958, 1420]
lottery-amount: 3.000	[836, 1448, 869, 1458]
lottery-amount: 3.000	[836, 1534, 869, 1544]
lottery-number: 107442	[1046, 1515, 1079, 1525]
subheadline-1: Ὁμοχώριοι τοῦ τὸν ἐξυλοκόπησαν	[690, 539, 909, 555]
side-head-1: ΣΥΓΚΕΝΤΡΩΣΙΣ ΕΙΣ ΔΡΑΜΑΝ	[1315, 872, 1456, 882]
lottery-number: 111021	[1112, 1362, 1145, 1372]
lottery-amount: 3.000	[1145, 1438, 1178, 1448]
lottery-number: 19101	[809, 1525, 837, 1535]
